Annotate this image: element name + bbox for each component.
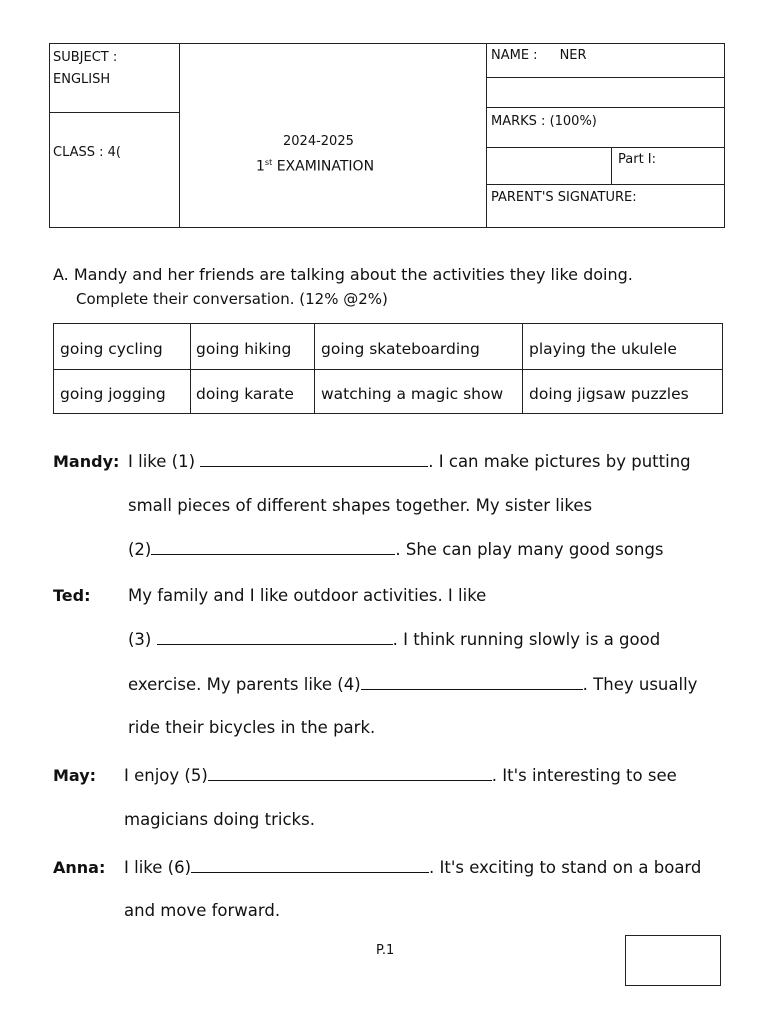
speaker-anna: Anna: — [53, 858, 106, 877]
word-box-divider — [522, 324, 523, 413]
ted-line-1: My family and I like outdoor activities. I like — [128, 586, 487, 605]
may-line-2: magicians doing tricks. — [124, 810, 315, 829]
word-option: watching a magic show — [321, 385, 504, 403]
header-divider — [486, 107, 724, 108]
page-number: P.1 — [376, 943, 395, 958]
word-box — [53, 323, 723, 414]
header-divider — [50, 112, 179, 113]
header-divider — [486, 184, 724, 185]
word-option: going skateboarding — [321, 340, 480, 358]
header-divider — [486, 77, 724, 78]
word-option: going hiking — [196, 340, 292, 358]
exam-title: 1st EXAMINATION — [256, 158, 375, 175]
marks-label: MARKS : (100%) — [491, 114, 597, 129]
word-option: doing jigsaw puzzles — [529, 385, 689, 403]
question-6: I like (6) . It's exciting to stand on a board — [124, 858, 702, 877]
word-option: going jogging — [60, 385, 166, 403]
header-divider — [611, 147, 612, 184]
header-table — [49, 43, 725, 228]
ted-line-4: ride their bicycles in the park. — [128, 718, 376, 737]
class-label: CLASS : 4( — [53, 145, 122, 160]
parents-signature-field[interactable]: PARENT'S SIGNATURE: — [491, 190, 637, 205]
question-2: (2) . She can play many good songs — [128, 540, 664, 559]
question-1: I like (1) . I can make pictures by putting — [128, 452, 691, 471]
answer-blank-1[interactable] — [200, 452, 428, 467]
answer-blank-4[interactable] — [361, 675, 583, 690]
section-a-instruction-cont: Complete their conversation. (12% @2%) — [76, 290, 388, 308]
part-label: Part I: — [618, 152, 657, 167]
answer-blank-2[interactable] — [151, 540, 395, 555]
word-box-divider — [54, 369, 722, 370]
mandy-line-2: small pieces of different shapes together. My sister likes — [128, 496, 593, 515]
name-field[interactable]: NAME : NER — [491, 48, 587, 63]
answer-blank-5[interactable] — [208, 766, 492, 781]
question-4: exercise. My parents like (4) . They usually — [128, 675, 698, 694]
header-divider — [179, 44, 180, 227]
header-divider — [486, 44, 487, 227]
speaker-may: May: — [53, 766, 97, 785]
word-box-divider — [190, 324, 191, 413]
speaker-ted: Ted: — [53, 586, 91, 605]
word-option: doing karate — [196, 385, 294, 403]
subject-value: ENGLISH — [53, 72, 111, 87]
answer-blank-6[interactable] — [191, 858, 429, 873]
word-option: going cycling — [60, 340, 163, 358]
answer-blank-3[interactable] — [157, 630, 393, 645]
question-5: I enjoy (5) . It's interesting to see — [124, 766, 677, 785]
speaker-mandy: Mandy: — [53, 452, 120, 471]
school-year: 2024-2025 — [283, 134, 354, 149]
header-divider — [486, 147, 724, 148]
word-box-divider — [314, 324, 315, 413]
word-option: playing the ukulele — [529, 340, 677, 358]
subject-label: SUBJECT : — [53, 50, 118, 65]
score-box[interactable] — [625, 935, 721, 986]
section-a-instruction: A. Mandy and her friends are talking about the activities they like doing. — [53, 265, 633, 284]
anna-line-2: and move forward. — [124, 901, 281, 920]
question-3: (3) . I think running slowly is a good — [128, 630, 661, 649]
